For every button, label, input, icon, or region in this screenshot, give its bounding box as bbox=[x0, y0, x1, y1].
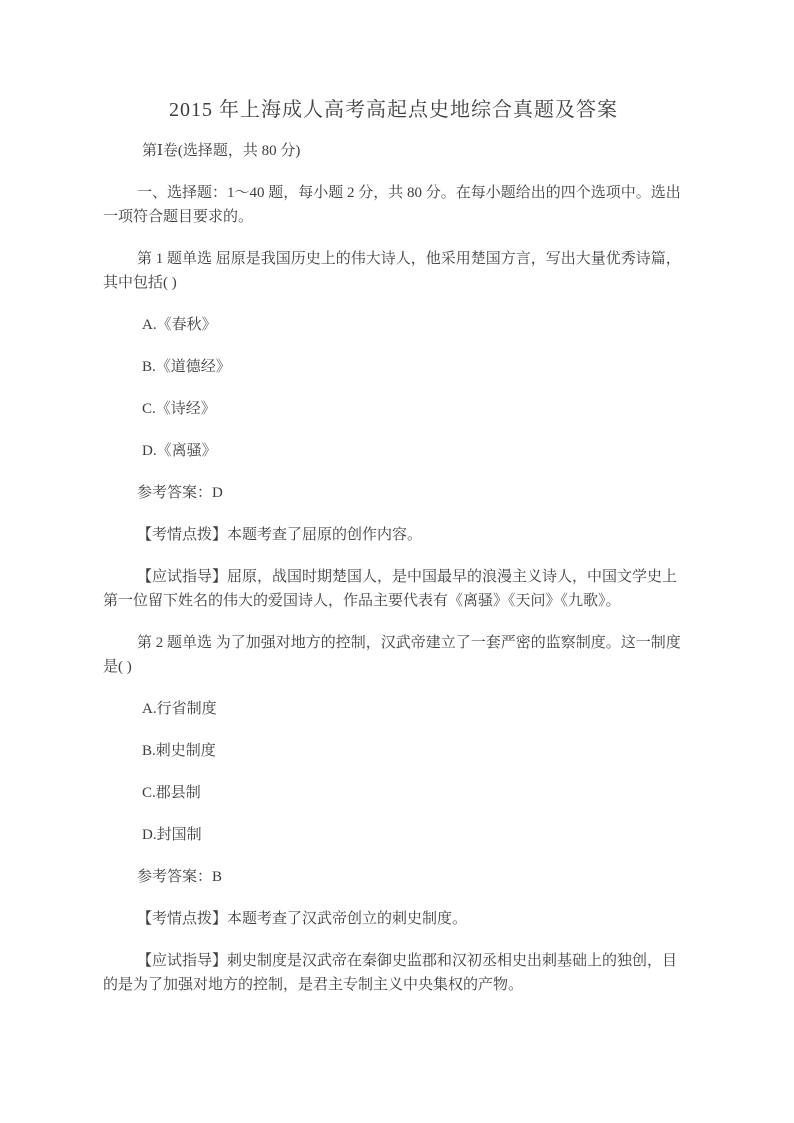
question-1-stem: 第 1 题单选 屈原是我国历史上的伟大诗人，他采用楚国方言，写出大量优秀诗篇，其中包括( ) bbox=[103, 251, 681, 291]
document-title: 2015 年上海成人高考高起点史地综合真题及答案 bbox=[169, 99, 618, 121]
question-1-option-a: A.《春秋》 bbox=[142, 317, 217, 333]
question-2-answer: 参考答案：B bbox=[137, 869, 223, 885]
instructions-paragraph: 一、选择题：1～40 题，每小题 2 分，共 80 分。在每小题给出的四个选项中。选出一项符合题目要求的。 bbox=[103, 185, 681, 225]
question-block-1 bbox=[103, 247, 684, 613]
question-2-stem: 第 2 题单选 为了加强对地方的控制，汉武帝建立了一套严密的监察制度。这一制度是( ) bbox=[103, 635, 681, 675]
question-1-option-b: B.《道德经》 bbox=[142, 359, 231, 375]
question-block-2 bbox=[103, 631, 684, 997]
question-2-guidance: 【应试指导】刺史制度是汉武帝在秦御史监郡和汉初丞相史出刺基础上的独创，目的是为了加强对地方的控制，是君主专制主义中央集权的产物。 bbox=[103, 953, 678, 993]
question-2-option-d: D.封国制 bbox=[142, 827, 202, 843]
question-2-option-c: C.郡县制 bbox=[142, 785, 201, 801]
question-1-option-d: D.《离骚》 bbox=[142, 443, 217, 459]
question-1-option-c: C.《诗经》 bbox=[142, 401, 216, 417]
question-2-option-b: B.刺史制度 bbox=[142, 743, 216, 759]
question-1-guidance: 【应试指导】屈原，战国时期楚国人，是中国最早的浪漫主义诗人，中国文学史上第一位留下姓名的伟大的爱国诗人，作品主要代表有《离骚》《天问》《九歌》。 bbox=[103, 569, 678, 609]
question-2-option-a: A.行省制度 bbox=[142, 701, 217, 717]
question-1-exam-note: 【考情点拨】本题考查了屈原的创作内容。 bbox=[137, 527, 423, 543]
question-1-answer: 参考答案：D bbox=[137, 485, 223, 501]
question-2-exam-note: 【考情点拨】本题考查了汉武帝创立的刺史制度。 bbox=[137, 911, 468, 927]
section-heading: 第Ⅰ卷(选择题，共 80 分) bbox=[142, 143, 301, 159]
